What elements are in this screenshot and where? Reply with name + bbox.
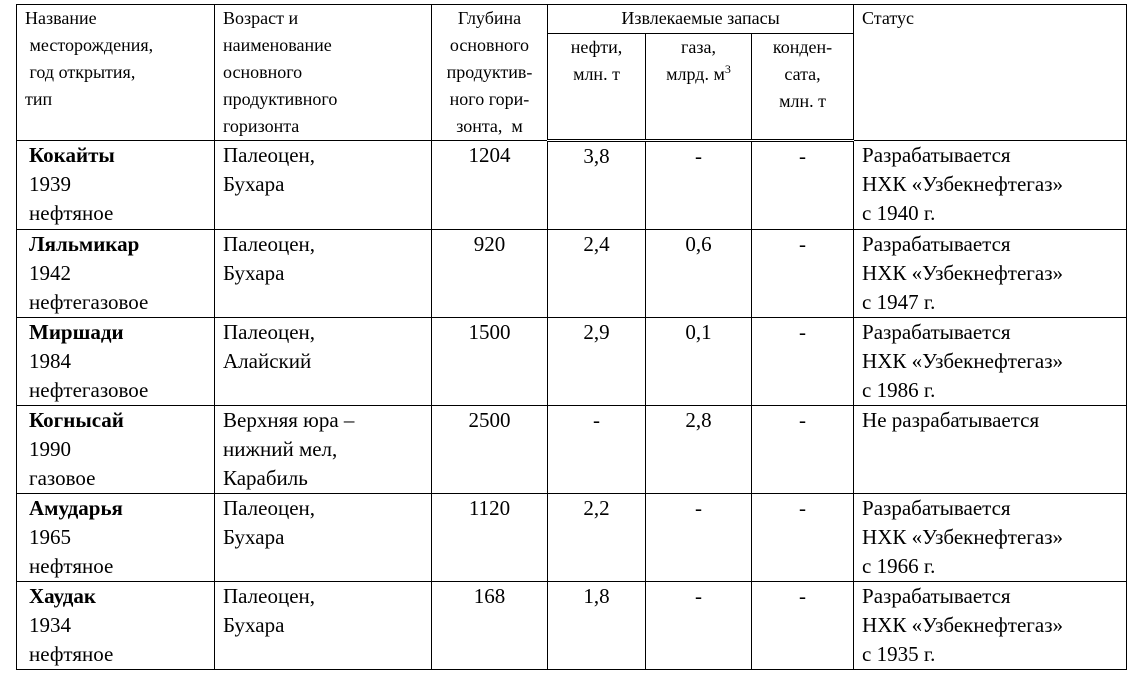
header-oil-cell <box>548 34 646 141</box>
deposit-year: 1984 <box>29 349 71 373</box>
table-row <box>17 318 1127 406</box>
deposit-cell <box>17 582 215 670</box>
header-text: продуктивного <box>223 89 338 109</box>
header-text: год открытия, <box>25 62 136 82</box>
header-text: зонта, м <box>456 116 523 136</box>
age-text: Алайский <box>223 349 312 373</box>
deposit-cell <box>17 318 215 406</box>
header-text: месторождения, <box>25 35 154 55</box>
deposit-name: Ляльмикар <box>29 232 140 256</box>
table-header <box>17 5 1127 141</box>
status-cell <box>854 318 1127 406</box>
depth-cell: 1500 <box>432 318 548 406</box>
condensate-cell: - <box>752 494 854 582</box>
oil-cell: - <box>548 406 646 494</box>
age-cell <box>215 230 432 318</box>
header-status-cell: Статус <box>854 5 1127 141</box>
gas-cell: 0,1 <box>646 318 752 406</box>
header-text: млн. т <box>779 91 826 112</box>
status-text: Разрабатывается <box>862 496 1011 520</box>
gas-cell: 0,6 <box>646 230 752 318</box>
status-text: с 1966 г. <box>862 554 936 578</box>
age-text: Верхняя юра – <box>223 408 355 432</box>
deposit-cell <box>17 406 215 494</box>
table-row <box>17 141 1127 230</box>
header-text: продуктив- <box>446 62 533 82</box>
status-cell <box>854 230 1127 318</box>
table-row <box>17 406 1127 494</box>
deposit-type: нефтяное <box>29 642 114 666</box>
header-text: Название <box>25 8 97 28</box>
header-condensate-cell <box>752 34 854 141</box>
depth-cell: 168 <box>432 582 548 670</box>
status-text: с 1940 г. <box>862 201 936 225</box>
header-age-cell <box>215 5 432 141</box>
condensate-cell: - <box>752 406 854 494</box>
gas-cell: 2,8 <box>646 406 752 494</box>
header-text: млрд. м <box>666 64 725 85</box>
age-text: Палеоцен, <box>223 320 316 344</box>
status-text: Разрабатывается <box>862 143 1011 167</box>
status-text: Разрабатывается <box>862 584 1011 608</box>
age-text: Бухара <box>223 613 285 637</box>
oil-cell: 3,8 <box>548 141 646 230</box>
age-text: нижний мел, <box>223 437 338 461</box>
status-text: с 1947 г. <box>862 290 936 314</box>
header-text: горизонта <box>223 116 300 136</box>
status-text: Разрабатывается <box>862 320 1011 344</box>
deposit-type: газовое <box>29 466 96 490</box>
table-row <box>17 494 1127 582</box>
status-text: НХК «Узбекнефтегаз» <box>862 613 1064 637</box>
status-text: НХК «Узбекнефтегаз» <box>862 525 1064 549</box>
deposit-year: 1934 <box>29 613 71 637</box>
header-text: газа, <box>681 37 716 58</box>
oil-cell: 2,9 <box>548 318 646 406</box>
header-text: тип <box>25 89 53 109</box>
deposit-name: Хаудак <box>29 584 96 608</box>
condensate-cell: - <box>752 318 854 406</box>
header-reserves-cell: Извлекаемые запасы <box>548 5 854 34</box>
depth-cell: 1120 <box>432 494 548 582</box>
header-gas-cell <box>646 34 752 141</box>
status-cell <box>854 494 1127 582</box>
deposit-year: 1990 <box>29 437 71 461</box>
status-cell <box>854 582 1127 670</box>
depth-cell: 2500 <box>432 406 548 494</box>
deposit-year: 1965 <box>29 525 71 549</box>
header-text: ного гори- <box>449 89 530 109</box>
status-text: с 1986 г. <box>862 378 936 402</box>
oil-cell: 1,8 <box>548 582 646 670</box>
age-text: Бухара <box>223 172 285 196</box>
depth-cell: 1204 <box>432 141 548 230</box>
superscript: 3 <box>724 62 731 77</box>
status-text: с 1935 г. <box>862 642 936 666</box>
table-body <box>17 141 1127 670</box>
age-text: Карабиль <box>223 466 308 490</box>
status-text: Не разрабатывается <box>862 408 1040 432</box>
deposit-cell <box>17 141 215 230</box>
status-text: НХК «Узбекнефтегаз» <box>862 261 1064 285</box>
header-text: сата, <box>784 64 821 85</box>
deposit-name: Амударья <box>29 496 123 520</box>
header-depth-cell <box>432 5 548 141</box>
status-cell <box>854 141 1127 230</box>
age-text: Палеоцен, <box>223 496 316 520</box>
age-text: Палеоцен, <box>223 232 316 256</box>
header-text: наименование <box>223 35 332 55</box>
table-row <box>17 582 1127 670</box>
age-cell <box>215 494 432 582</box>
status-text: Разрабатывается <box>862 232 1011 256</box>
deposit-cell <box>17 230 215 318</box>
oil-cell: 2,4 <box>548 230 646 318</box>
header-text: основного <box>223 62 303 82</box>
age-cell <box>215 406 432 494</box>
header-text: млн. т <box>573 64 620 85</box>
status-cell <box>854 406 1127 494</box>
deposit-type: нефтяное <box>29 554 114 578</box>
depth-cell: 920 <box>432 230 548 318</box>
deposit-type: нефтегазовое <box>29 290 149 314</box>
deposit-name: Кокайты <box>29 143 115 167</box>
age-text: Палеоцен, <box>223 143 316 167</box>
gas-cell: - <box>646 582 752 670</box>
age-cell <box>215 318 432 406</box>
age-cell <box>215 141 432 230</box>
oil-cell: 2,2 <box>548 494 646 582</box>
condensate-cell: - <box>752 582 854 670</box>
header-text: нефти, <box>570 37 623 58</box>
deposit-type: нефтегазовое <box>29 378 149 402</box>
header-text: основного <box>449 35 530 55</box>
deposit-cell <box>17 494 215 582</box>
condensate-cell: - <box>752 230 854 318</box>
gas-cell: - <box>646 494 752 582</box>
age-cell <box>215 582 432 670</box>
header-name-cell <box>17 5 215 141</box>
deposit-type: нефтяное <box>29 201 114 225</box>
gas-cell: - <box>646 141 752 230</box>
deposit-name: Миршади <box>29 320 124 344</box>
header-text <box>650 61 747 88</box>
oil-gas-deposits-table <box>16 4 1127 670</box>
header-text: Глубина <box>457 8 522 28</box>
header-text: Возраст и <box>223 8 299 28</box>
status-text: НХК «Узбекнефтегаз» <box>862 349 1064 373</box>
condensate-cell: - <box>752 141 854 230</box>
deposit-year: 1942 <box>29 261 71 285</box>
deposit-year: 1939 <box>29 172 71 196</box>
age-text: Бухара <box>223 261 285 285</box>
header-text: конден- <box>772 37 833 58</box>
status-text: НХК «Узбекнефтегаз» <box>862 172 1064 196</box>
deposit-name: Когнысай <box>29 408 124 432</box>
age-text: Бухара <box>223 525 285 549</box>
age-text: Палеоцен, <box>223 584 316 608</box>
table-row <box>17 230 1127 318</box>
